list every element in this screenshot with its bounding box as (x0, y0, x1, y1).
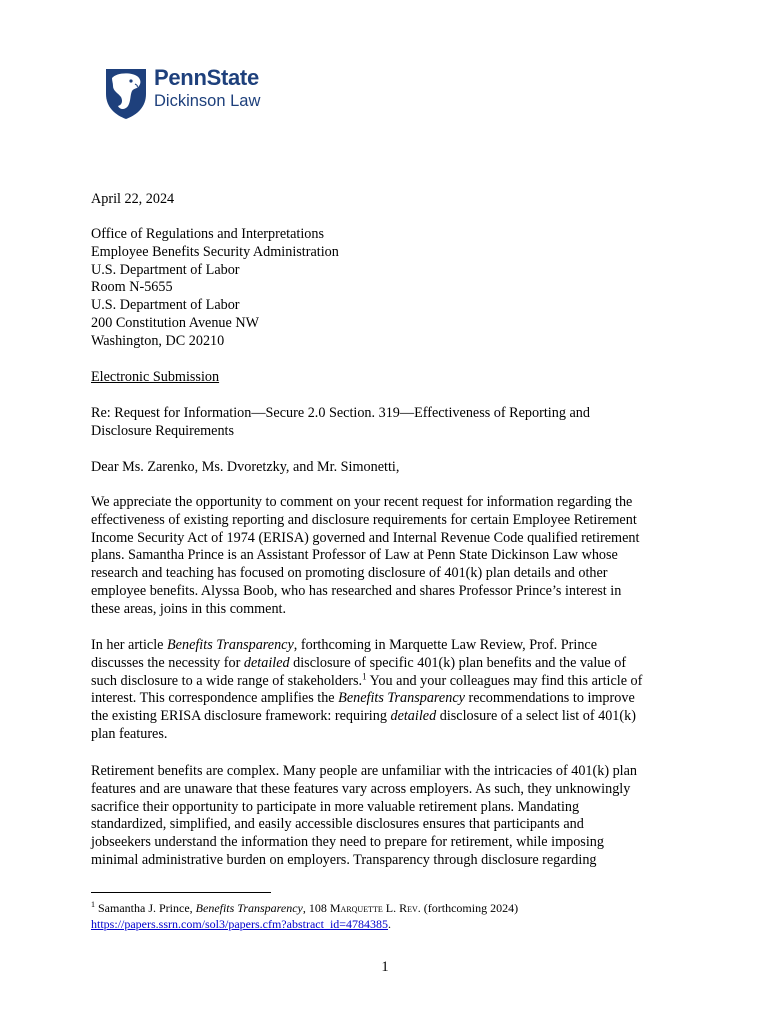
paragraph-line: employee benefits. Alyssa Boob, who has researched and shares Professor Prince’s interest in (91, 582, 622, 599)
submission-type: Electronic Submission (91, 369, 220, 385)
footnote (91, 900, 518, 932)
paragraph-line: jobseekers understand the information they need to prepare for retirement, while imposing (91, 834, 604, 851)
footnote-divider (91, 892, 271, 893)
letter-date: April 22, 2024 (91, 191, 175, 207)
paragraph-line: Income Security Act of 1974 (ERISA) governed and Internal Revenue Code qualified retirement (91, 529, 640, 546)
subject-line-text: Re: Request for Information—Secure 2.0 Section. 319—Effectiveness of Reporting and (91, 405, 590, 421)
paragraph-line: Retirement benefits are complex. Many people are unfamiliar with the intricacies of 401(k) plan (91, 763, 638, 779)
address-line: U.S. Department of Labor (91, 297, 240, 314)
paragraph-complexity (91, 763, 681, 870)
article-title: Benefits Transparency (338, 690, 465, 707)
footnote-line: $^1$ Samantha J. Prince, Benefits Transparency, 108 Marquette L. Rev. (forthcoming 2024) (91, 900, 519, 915)
paragraph-line: minimal administrative burden on employers. Transparency through disclosure regarding (91, 851, 597, 868)
paragraph-line: features and are unaware that these features vary across employers. As such, they unknowingly (91, 780, 631, 797)
emphasis: detailed (390, 708, 437, 725)
nittany-lion-shield-icon (104, 66, 148, 120)
salutation: Dear Ms. Zarenko, Ms. Dvoretzky, and Mr. Simonetti, (91, 459, 400, 475)
paragraph-line: these areas, joins in this comment. (91, 600, 287, 617)
logo-subtitle: Dickinson Law (154, 92, 261, 110)
penn-state-logo (104, 66, 260, 120)
paragraph-line: plans. Samantha Prince is an Assistant Professor of Law at Penn State Dickinson Law whose (91, 547, 618, 564)
subject-line (91, 405, 681, 441)
address-line: 200 Constitution Avenue NW (91, 314, 260, 331)
paragraph-line: such disclosure to a wide range of stakeholders.$^1$ You and your colleagues may find this article of (91, 670, 643, 689)
article-title: Benefits Transparency (167, 637, 294, 653)
footnote-line: https://papers.ssrn.com/sol3/papers.cfm?abstract_id=4784385. (91, 917, 392, 931)
paragraph-line: sacrifice their opportunity to participate in more valuable retirement plans. Mandating (91, 798, 580, 815)
paragraph-line: research and teaching has focused on promoting disclosure of 401(k) plan details and other (91, 565, 608, 582)
footnote-marker[interactable]: 1 (362, 670, 367, 681)
paragraph-line: effectiveness of existing reporting and disclosure requirements for certain Employee Retirement (91, 511, 637, 528)
footnote-journal: Marquette L. Rev. (329, 901, 421, 915)
paragraph-line: interest. This correspondence amplifies the Benefits Transparency recommendations to improve (91, 690, 635, 707)
subject-line-text: Disclosure Requirements (91, 422, 235, 439)
address-line: Employee Benefits Security Administration (91, 243, 339, 260)
footnote-article-title: Benefits Transparency (195, 901, 303, 915)
paragraph-intro (91, 494, 681, 619)
logo-name: PennState (154, 65, 259, 90)
footnote-link[interactable]: https://papers.ssrn.com/sol3/papers.cfm?abstract_id=4784385 (91, 917, 389, 931)
paragraph-line: standardized, simplified, and easily accessible disclosures ensures that participants and (91, 816, 584, 833)
paragraph-line: We appreciate the opportunity to comment on your recent request for information regarding the (91, 494, 633, 510)
page-number: 1 (381, 959, 389, 975)
paragraph-line: discusses the necessity for detailed disclosure of specific 401(k) plan benefits and the value of (91, 654, 627, 671)
emphasis: detailed (243, 654, 290, 671)
address-line: U.S. Department of Labor (91, 261, 240, 278)
address-line: Office of Regulations and Interpretations (91, 226, 324, 242)
address-line: Room N-5655 (91, 279, 173, 296)
address-line: Washington, DC 20210 (91, 332, 225, 349)
footnote-number: 1 (91, 900, 95, 909)
recipient-address (91, 226, 681, 351)
paragraph-line: the existing ERISA disclosure framework: requiring detailed disclosure of a select list of 401(k) (91, 708, 636, 725)
paragraph-line: plan features. (91, 725, 168, 742)
paragraph-line: In her article Benefits Transparency, forthcoming in Marquette Law Review, Prof. Prince (91, 637, 598, 653)
paragraph-article (91, 637, 681, 744)
